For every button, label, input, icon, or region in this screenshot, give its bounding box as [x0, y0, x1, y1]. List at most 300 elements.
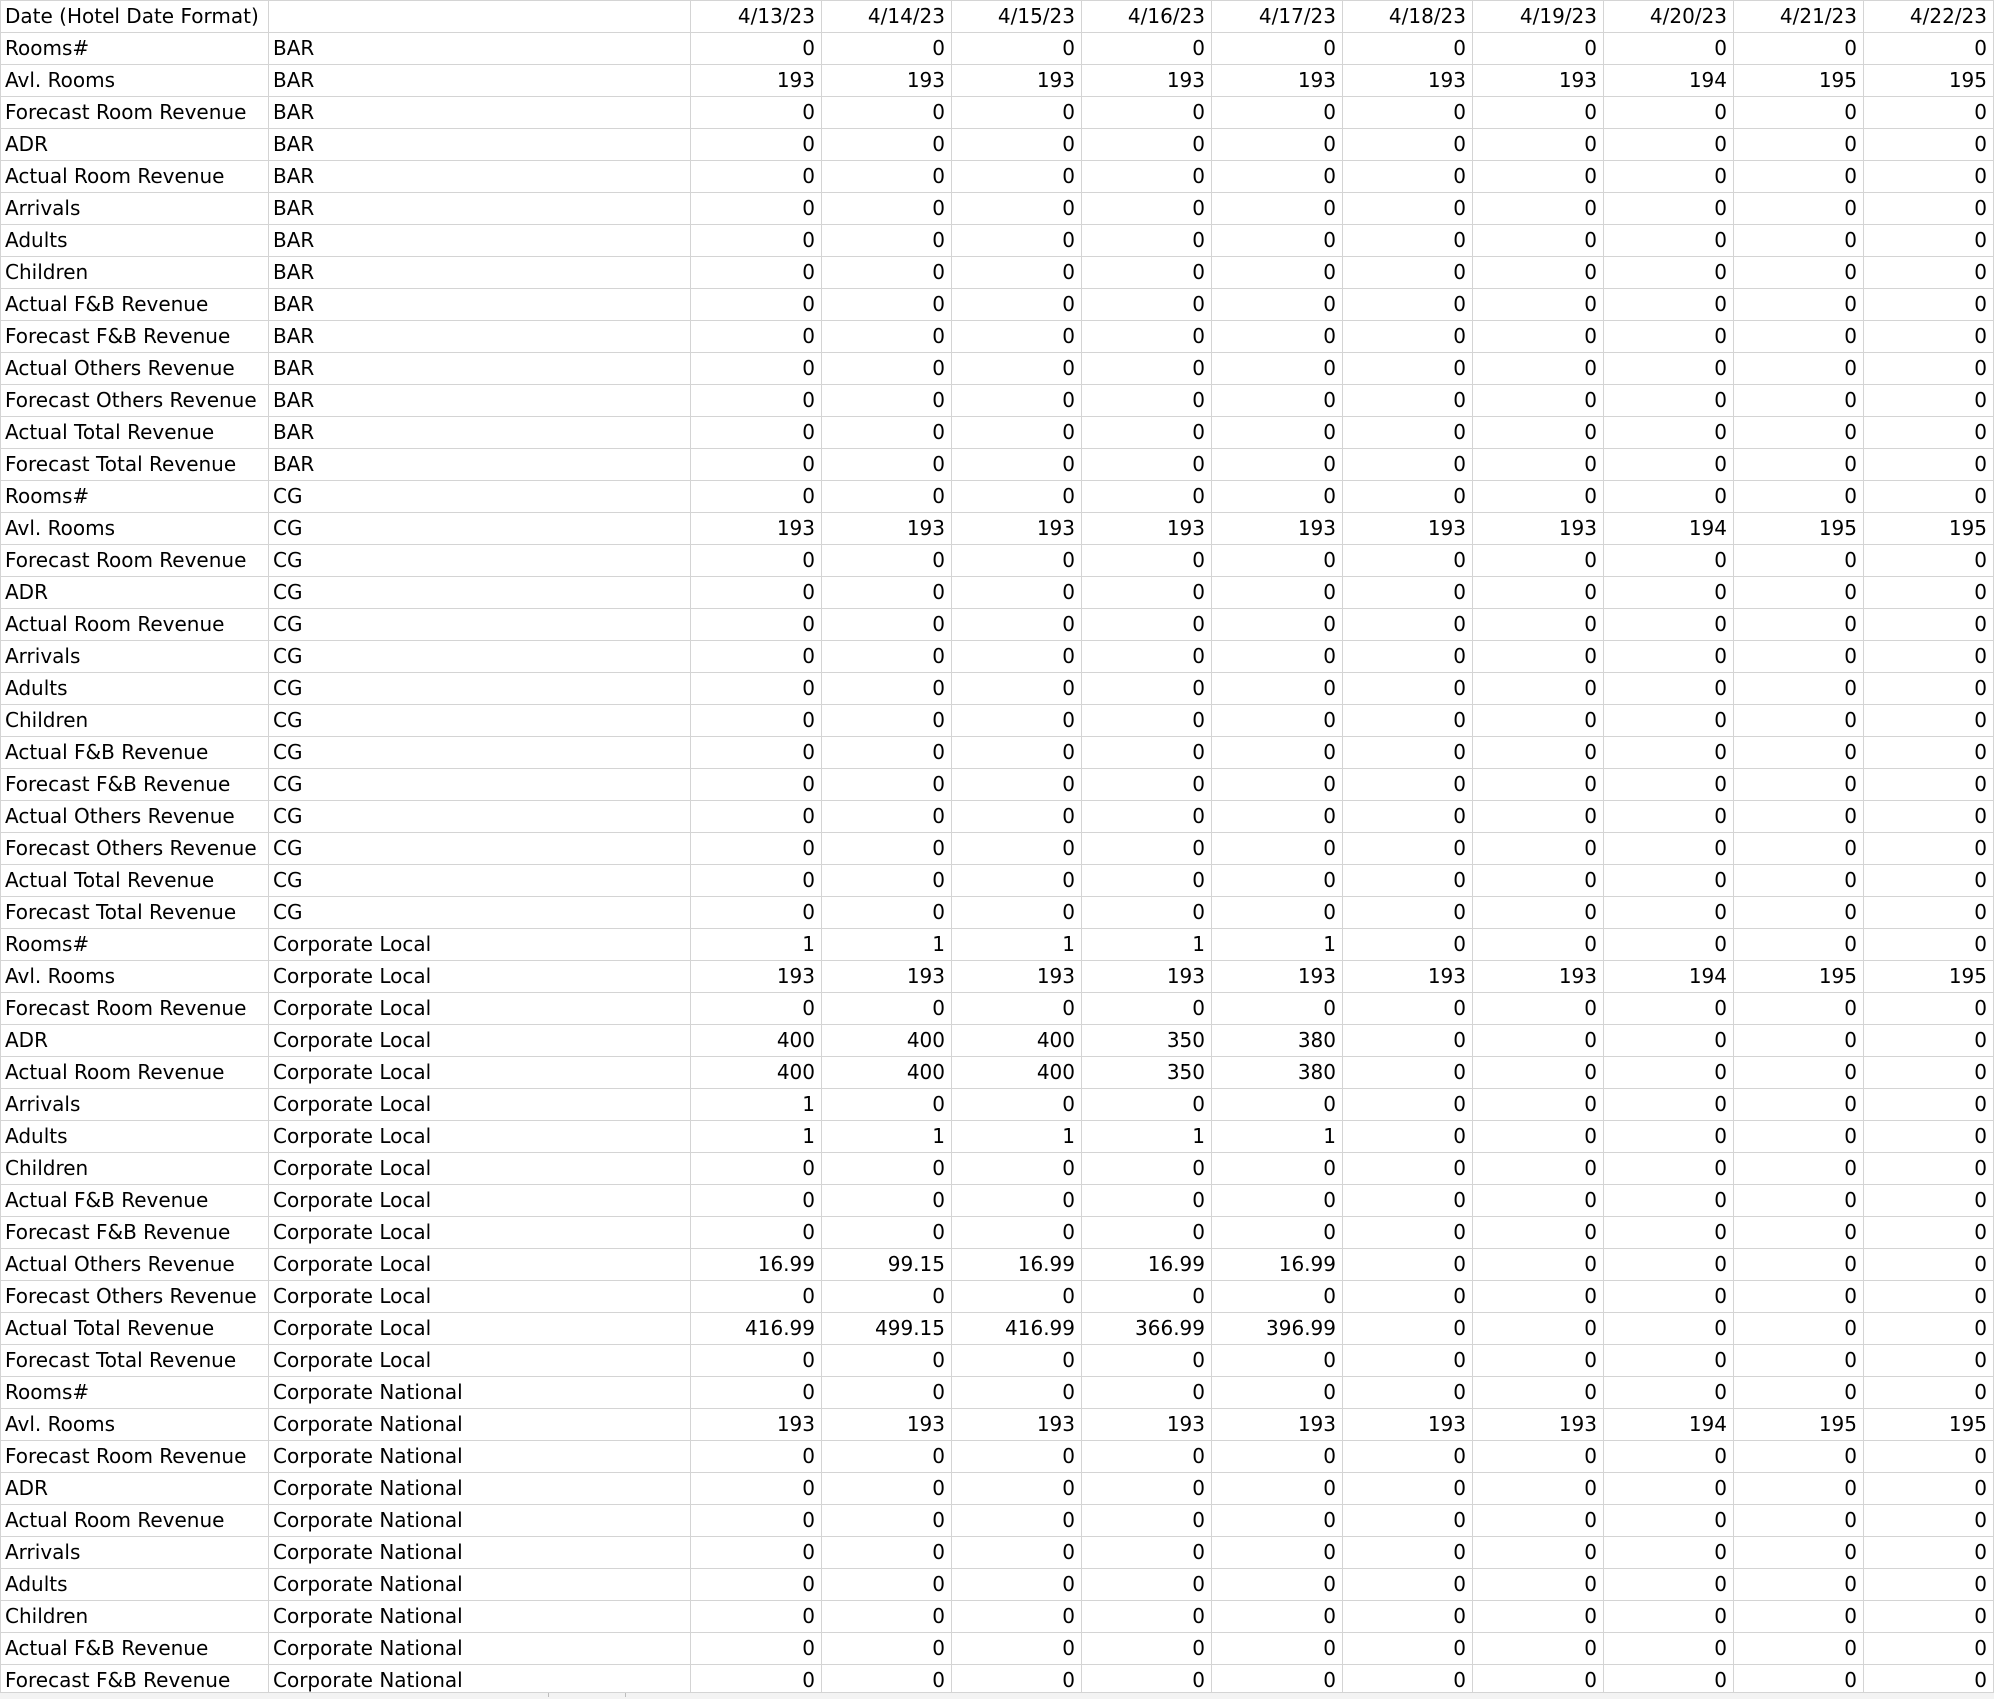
- value-cell[interactable]: 0: [1212, 1505, 1343, 1537]
- value-cell[interactable]: 0: [1473, 129, 1604, 161]
- value-cell[interactable]: 400: [822, 1057, 952, 1089]
- value-cell[interactable]: 16.99: [691, 1249, 822, 1281]
- value-cell[interactable]: 0: [1473, 193, 1604, 225]
- value-cell[interactable]: 193: [1343, 65, 1473, 97]
- value-cell[interactable]: 380: [1212, 1025, 1343, 1057]
- value-cell[interactable]: 0: [1864, 641, 1994, 673]
- segment-cell[interactable]: Corporate National: [269, 1441, 691, 1473]
- value-cell[interactable]: 0: [1343, 545, 1473, 577]
- value-cell[interactable]: 350: [1082, 1025, 1212, 1057]
- value-cell[interactable]: 0: [1212, 545, 1343, 577]
- value-cell[interactable]: 0: [1343, 1217, 1473, 1249]
- value-cell[interactable]: 0: [1604, 769, 1734, 801]
- segment-cell[interactable]: Corporate National: [269, 1569, 691, 1601]
- value-cell[interactable]: 195: [1734, 65, 1864, 97]
- value-cell[interactable]: 0: [1212, 385, 1343, 417]
- value-cell[interactable]: 0: [1212, 705, 1343, 737]
- value-cell[interactable]: 0: [952, 1441, 1082, 1473]
- value-cell[interactable]: 0: [1473, 321, 1604, 353]
- value-cell[interactable]: 0: [1604, 97, 1734, 129]
- header-cell-segment[interactable]: [269, 1, 691, 33]
- value-cell[interactable]: 0: [1864, 1345, 1994, 1377]
- value-cell[interactable]: 0: [1343, 833, 1473, 865]
- value-cell[interactable]: 0: [952, 737, 1082, 769]
- value-cell[interactable]: 0: [822, 1281, 952, 1313]
- value-cell[interactable]: 0: [1082, 1281, 1212, 1313]
- value-cell[interactable]: 0: [1473, 1025, 1604, 1057]
- value-cell[interactable]: 0: [1343, 353, 1473, 385]
- metric-cell[interactable]: Actual F&B Revenue: [1, 1633, 269, 1665]
- segment-cell[interactable]: Corporate National: [269, 1505, 691, 1537]
- value-cell[interactable]: 0: [1212, 1217, 1343, 1249]
- metric-cell[interactable]: Actual Total Revenue: [1, 865, 269, 897]
- value-cell[interactable]: 0: [1734, 1537, 1864, 1569]
- segment-cell[interactable]: BAR: [269, 353, 691, 385]
- segment-cell[interactable]: Corporate Local: [269, 1089, 691, 1121]
- value-cell[interactable]: 0: [1734, 897, 1864, 929]
- value-cell[interactable]: 0: [1212, 289, 1343, 321]
- value-cell[interactable]: 0: [1473, 1313, 1604, 1345]
- value-cell[interactable]: 0: [822, 833, 952, 865]
- value-cell[interactable]: 0: [822, 129, 952, 161]
- value-cell[interactable]: 0: [952, 1185, 1082, 1217]
- value-cell[interactable]: 0: [952, 289, 1082, 321]
- value-cell[interactable]: 0: [822, 193, 952, 225]
- value-cell[interactable]: 0: [1473, 481, 1604, 513]
- value-cell[interactable]: 0: [1082, 33, 1212, 65]
- header-cell-date[interactable]: 4/16/23: [1082, 1, 1212, 33]
- value-cell[interactable]: 0: [1082, 1377, 1212, 1409]
- value-cell[interactable]: 0: [1473, 449, 1604, 481]
- value-cell[interactable]: 400: [822, 1025, 952, 1057]
- metric-cell[interactable]: Actual Room Revenue: [1, 161, 269, 193]
- metric-cell[interactable]: Avl. Rooms: [1, 513, 269, 545]
- value-cell[interactable]: 0: [1734, 1153, 1864, 1185]
- value-cell[interactable]: 0: [1343, 737, 1473, 769]
- value-cell[interactable]: 0: [1082, 769, 1212, 801]
- value-cell[interactable]: 0: [1082, 1153, 1212, 1185]
- value-cell[interactable]: 0: [691, 1665, 822, 1697]
- value-cell[interactable]: 0: [1082, 1217, 1212, 1249]
- value-cell[interactable]: 0: [1343, 577, 1473, 609]
- metric-cell[interactable]: Actual Total Revenue: [1, 417, 269, 449]
- value-cell[interactable]: 0: [1212, 1537, 1343, 1569]
- value-cell[interactable]: 0: [1604, 257, 1734, 289]
- value-cell[interactable]: 0: [1473, 1537, 1604, 1569]
- value-cell[interactable]: 0: [1864, 1153, 1994, 1185]
- value-cell[interactable]: 0: [1343, 417, 1473, 449]
- value-cell[interactable]: 0: [691, 417, 822, 449]
- segment-cell[interactable]: BAR: [269, 417, 691, 449]
- value-cell[interactable]: 0: [952, 33, 1082, 65]
- value-cell[interactable]: 0: [822, 865, 952, 897]
- value-cell[interactable]: 193: [691, 65, 822, 97]
- segment-cell[interactable]: CG: [269, 801, 691, 833]
- metric-cell[interactable]: Children: [1, 257, 269, 289]
- value-cell[interactable]: 194: [1604, 513, 1734, 545]
- value-cell[interactable]: 0: [1473, 705, 1604, 737]
- metric-cell[interactable]: Rooms#: [1, 481, 269, 513]
- value-cell[interactable]: 193: [952, 65, 1082, 97]
- value-cell[interactable]: 0: [952, 1153, 1082, 1185]
- value-cell[interactable]: 0: [1473, 353, 1604, 385]
- value-cell[interactable]: 0: [691, 193, 822, 225]
- value-cell[interactable]: 0: [1343, 1121, 1473, 1153]
- metric-cell[interactable]: Avl. Rooms: [1, 961, 269, 993]
- value-cell[interactable]: 416.99: [691, 1313, 822, 1345]
- value-cell[interactable]: 0: [1212, 193, 1343, 225]
- value-cell[interactable]: 0: [1212, 321, 1343, 353]
- value-cell[interactable]: 0: [691, 641, 822, 673]
- value-cell[interactable]: 0: [822, 1153, 952, 1185]
- value-cell[interactable]: 0: [1343, 97, 1473, 129]
- value-cell[interactable]: 0: [1343, 993, 1473, 1025]
- value-cell[interactable]: 0: [822, 385, 952, 417]
- metric-cell[interactable]: Actual Others Revenue: [1, 353, 269, 385]
- value-cell[interactable]: 0: [1343, 385, 1473, 417]
- value-cell[interactable]: 0: [1212, 673, 1343, 705]
- value-cell[interactable]: 0: [1343, 33, 1473, 65]
- value-cell[interactable]: 0: [1864, 1633, 1994, 1665]
- value-cell[interactable]: 0: [1864, 225, 1994, 257]
- value-cell[interactable]: 0: [1604, 225, 1734, 257]
- segment-cell[interactable]: BAR: [269, 257, 691, 289]
- metric-cell[interactable]: ADR: [1, 1473, 269, 1505]
- value-cell[interactable]: 193: [952, 961, 1082, 993]
- value-cell[interactable]: 193: [1343, 513, 1473, 545]
- value-cell[interactable]: 0: [1082, 897, 1212, 929]
- value-cell[interactable]: 350: [1082, 1057, 1212, 1089]
- segment-cell[interactable]: Corporate National: [269, 1601, 691, 1633]
- value-cell[interactable]: 366.99: [1082, 1313, 1212, 1345]
- value-cell[interactable]: 0: [1212, 417, 1343, 449]
- value-cell[interactable]: 0: [1082, 289, 1212, 321]
- value-cell[interactable]: 0: [1343, 929, 1473, 961]
- value-cell[interactable]: 0: [691, 993, 822, 1025]
- value-cell[interactable]: 1: [952, 1121, 1082, 1153]
- value-cell[interactable]: 0: [1864, 737, 1994, 769]
- value-cell[interactable]: 0: [1864, 193, 1994, 225]
- metric-cell[interactable]: Arrivals: [1, 193, 269, 225]
- value-cell[interactable]: 0: [1734, 1473, 1864, 1505]
- value-cell[interactable]: 0: [1473, 97, 1604, 129]
- value-cell[interactable]: 0: [952, 1633, 1082, 1665]
- value-cell[interactable]: 0: [1082, 257, 1212, 289]
- header-cell-date[interactable]: 4/22/23: [1864, 1, 1994, 33]
- value-cell[interactable]: 0: [1473, 1569, 1604, 1601]
- value-cell[interactable]: 0: [952, 673, 1082, 705]
- metric-cell[interactable]: Forecast F&B Revenue: [1, 1217, 269, 1249]
- value-cell[interactable]: 0: [1734, 801, 1864, 833]
- value-cell[interactable]: 0: [1734, 129, 1864, 161]
- value-cell[interactable]: 0: [952, 545, 1082, 577]
- value-cell[interactable]: 0: [1212, 225, 1343, 257]
- value-cell[interactable]: 0: [1734, 577, 1864, 609]
- value-cell[interactable]: 0: [1864, 929, 1994, 961]
- value-cell[interactable]: 0: [1473, 641, 1604, 673]
- value-cell[interactable]: 0: [691, 577, 822, 609]
- value-cell[interactable]: 0: [691, 33, 822, 65]
- value-cell[interactable]: 0: [822, 897, 952, 929]
- value-cell[interactable]: 0: [1212, 449, 1343, 481]
- value-cell[interactable]: 0: [1604, 385, 1734, 417]
- value-cell[interactable]: 0: [822, 225, 952, 257]
- value-cell[interactable]: 193: [1473, 513, 1604, 545]
- value-cell[interactable]: 194: [1604, 961, 1734, 993]
- metric-cell[interactable]: ADR: [1, 577, 269, 609]
- value-cell[interactable]: 0: [691, 129, 822, 161]
- value-cell[interactable]: 0: [1473, 993, 1604, 1025]
- value-cell[interactable]: 0: [691, 897, 822, 929]
- value-cell[interactable]: 0: [1864, 865, 1994, 897]
- value-cell[interactable]: 0: [1604, 129, 1734, 161]
- value-cell[interactable]: 0: [1473, 1089, 1604, 1121]
- value-cell[interactable]: 0: [1864, 1601, 1994, 1633]
- segment-cell[interactable]: CG: [269, 673, 691, 705]
- value-cell[interactable]: 0: [952, 993, 1082, 1025]
- metric-cell[interactable]: Arrivals: [1, 1537, 269, 1569]
- metric-cell[interactable]: Forecast Others Revenue: [1, 1281, 269, 1313]
- segment-cell[interactable]: Corporate National: [269, 1377, 691, 1409]
- value-cell[interactable]: 0: [1864, 449, 1994, 481]
- value-cell[interactable]: 0: [1604, 1025, 1734, 1057]
- value-cell[interactable]: 0: [1343, 481, 1473, 513]
- value-cell[interactable]: 0: [1734, 993, 1864, 1025]
- value-cell[interactable]: 0: [1212, 129, 1343, 161]
- value-cell[interactable]: 0: [1082, 1185, 1212, 1217]
- value-cell[interactable]: 0: [1082, 1601, 1212, 1633]
- value-cell[interactable]: 193: [952, 513, 1082, 545]
- value-cell[interactable]: 0: [1734, 1185, 1864, 1217]
- value-cell[interactable]: 0: [822, 481, 952, 513]
- segment-cell[interactable]: Corporate National: [269, 1633, 691, 1665]
- value-cell[interactable]: 0: [1604, 1473, 1734, 1505]
- metric-cell[interactable]: Adults: [1, 225, 269, 257]
- value-cell[interactable]: 0: [1082, 97, 1212, 129]
- value-cell[interactable]: 194: [1604, 65, 1734, 97]
- value-cell[interactable]: 0: [1343, 1377, 1473, 1409]
- value-cell[interactable]: 0: [691, 289, 822, 321]
- value-cell[interactable]: 0: [1343, 1025, 1473, 1057]
- value-cell[interactable]: 0: [1604, 1249, 1734, 1281]
- value-cell[interactable]: 0: [691, 257, 822, 289]
- value-cell[interactable]: 0: [952, 1601, 1082, 1633]
- header-cell-date[interactable]: 4/17/23: [1212, 1, 1343, 33]
- value-cell[interactable]: 0: [1604, 705, 1734, 737]
- value-cell[interactable]: 193: [1212, 65, 1343, 97]
- segment-cell[interactable]: Corporate Local: [269, 929, 691, 961]
- value-cell[interactable]: 0: [1343, 769, 1473, 801]
- value-cell[interactable]: 0: [1212, 1281, 1343, 1313]
- segment-cell[interactable]: BAR: [269, 225, 691, 257]
- value-cell[interactable]: 0: [1734, 833, 1864, 865]
- value-cell[interactable]: 0: [1604, 1217, 1734, 1249]
- segment-cell[interactable]: BAR: [269, 289, 691, 321]
- value-cell[interactable]: 0: [691, 385, 822, 417]
- segment-cell[interactable]: Corporate National: [269, 1537, 691, 1569]
- value-cell[interactable]: 0: [1082, 1089, 1212, 1121]
- metric-cell[interactable]: Forecast Others Revenue: [1, 833, 269, 865]
- value-cell[interactable]: 0: [691, 801, 822, 833]
- value-cell[interactable]: 0: [952, 1281, 1082, 1313]
- value-cell[interactable]: 0: [952, 641, 1082, 673]
- value-cell[interactable]: 193: [1082, 1409, 1212, 1441]
- value-cell[interactable]: 0: [1082, 1505, 1212, 1537]
- metric-cell[interactable]: Children: [1, 705, 269, 737]
- metric-cell[interactable]: Avl. Rooms: [1, 1409, 269, 1441]
- value-cell[interactable]: 0: [822, 1665, 952, 1697]
- value-cell[interactable]: 0: [952, 353, 1082, 385]
- segment-cell[interactable]: CG: [269, 641, 691, 673]
- value-cell[interactable]: 0: [1473, 1185, 1604, 1217]
- value-cell[interactable]: 0: [691, 353, 822, 385]
- metric-cell[interactable]: Arrivals: [1, 641, 269, 673]
- value-cell[interactable]: 0: [1734, 385, 1864, 417]
- value-cell[interactable]: 0: [1082, 545, 1212, 577]
- value-cell[interactable]: 0: [1343, 129, 1473, 161]
- value-cell[interactable]: 0: [1343, 1057, 1473, 1089]
- value-cell[interactable]: 0: [822, 289, 952, 321]
- value-cell[interactable]: 193: [1082, 513, 1212, 545]
- value-cell[interactable]: 0: [1212, 641, 1343, 673]
- value-cell[interactable]: 0: [822, 1185, 952, 1217]
- value-cell[interactable]: 0: [1604, 609, 1734, 641]
- value-cell[interactable]: 0: [822, 97, 952, 129]
- value-cell[interactable]: 0: [1864, 417, 1994, 449]
- metric-cell[interactable]: Actual F&B Revenue: [1, 1185, 269, 1217]
- value-cell[interactable]: 16.99: [1212, 1249, 1343, 1281]
- value-cell[interactable]: 0: [1212, 1633, 1343, 1665]
- value-cell[interactable]: 0: [822, 1473, 952, 1505]
- value-cell[interactable]: 0: [691, 705, 822, 737]
- value-cell[interactable]: 0: [1343, 609, 1473, 641]
- value-cell[interactable]: 1: [822, 1121, 952, 1153]
- value-cell[interactable]: 0: [1864, 1377, 1994, 1409]
- value-cell[interactable]: 0: [1343, 1345, 1473, 1377]
- segment-cell[interactable]: Corporate Local: [269, 1057, 691, 1089]
- value-cell[interactable]: 0: [1864, 993, 1994, 1025]
- value-cell[interactable]: 0: [691, 769, 822, 801]
- metric-cell[interactable]: Rooms#: [1, 1377, 269, 1409]
- value-cell[interactable]: 16.99: [952, 1249, 1082, 1281]
- value-cell[interactable]: 195: [1864, 513, 1994, 545]
- value-cell[interactable]: 1: [822, 929, 952, 961]
- value-cell[interactable]: 0: [1082, 641, 1212, 673]
- value-cell[interactable]: 0: [1082, 385, 1212, 417]
- metric-cell[interactable]: Actual F&B Revenue: [1, 289, 269, 321]
- value-cell[interactable]: 0: [1473, 1441, 1604, 1473]
- value-cell[interactable]: 0: [1734, 1281, 1864, 1313]
- value-cell[interactable]: 0: [1734, 769, 1864, 801]
- value-cell[interactable]: 0: [1864, 1569, 1994, 1601]
- value-cell[interactable]: 0: [1604, 1377, 1734, 1409]
- segment-cell[interactable]: CG: [269, 609, 691, 641]
- value-cell[interactable]: 0: [1604, 289, 1734, 321]
- segment-cell[interactable]: Corporate Local: [269, 993, 691, 1025]
- segment-cell[interactable]: CG: [269, 865, 691, 897]
- value-cell[interactable]: 0: [691, 865, 822, 897]
- value-cell[interactable]: 0: [1864, 289, 1994, 321]
- value-cell[interactable]: 0: [822, 545, 952, 577]
- value-cell[interactable]: 0: [1864, 801, 1994, 833]
- value-cell[interactable]: 0: [1604, 353, 1734, 385]
- value-cell[interactable]: 0: [1473, 1249, 1604, 1281]
- value-cell[interactable]: 0: [952, 225, 1082, 257]
- value-cell[interactable]: 0: [1473, 225, 1604, 257]
- value-cell[interactable]: 0: [952, 609, 1082, 641]
- value-cell[interactable]: 193: [822, 513, 952, 545]
- value-cell[interactable]: 0: [1343, 673, 1473, 705]
- value-cell[interactable]: 0: [1473, 833, 1604, 865]
- value-cell[interactable]: 0: [691, 97, 822, 129]
- value-cell[interactable]: 0: [1734, 929, 1864, 961]
- value-cell[interactable]: 0: [1082, 417, 1212, 449]
- segment-cell[interactable]: BAR: [269, 129, 691, 161]
- value-cell[interactable]: 0: [1473, 1633, 1604, 1665]
- value-cell[interactable]: 0: [822, 769, 952, 801]
- value-cell[interactable]: 0: [822, 449, 952, 481]
- value-cell[interactable]: 0: [822, 1601, 952, 1633]
- value-cell[interactable]: 0: [952, 193, 1082, 225]
- value-cell[interactable]: 0: [1734, 737, 1864, 769]
- value-cell[interactable]: 193: [1343, 961, 1473, 993]
- value-cell[interactable]: 0: [1864, 577, 1994, 609]
- value-cell[interactable]: 0: [1604, 1665, 1734, 1697]
- value-cell[interactable]: 0: [1473, 801, 1604, 833]
- value-cell[interactable]: 0: [1864, 1089, 1994, 1121]
- segment-cell[interactable]: BAR: [269, 321, 691, 353]
- value-cell[interactable]: 0: [1734, 449, 1864, 481]
- value-cell[interactable]: 0: [1343, 897, 1473, 929]
- segment-cell[interactable]: Corporate Local: [269, 1345, 691, 1377]
- value-cell[interactable]: 0: [952, 161, 1082, 193]
- value-cell[interactable]: 0: [1343, 449, 1473, 481]
- value-cell[interactable]: 0: [1082, 1569, 1212, 1601]
- header-cell-date[interactable]: 4/15/23: [952, 1, 1082, 33]
- value-cell[interactable]: 0: [1864, 1473, 1994, 1505]
- value-cell[interactable]: 0: [1604, 545, 1734, 577]
- metric-cell[interactable]: Forecast Others Revenue: [1, 385, 269, 417]
- metric-cell[interactable]: Forecast F&B Revenue: [1, 321, 269, 353]
- value-cell[interactable]: 0: [822, 1441, 952, 1473]
- metric-cell[interactable]: Actual Others Revenue: [1, 801, 269, 833]
- metric-cell[interactable]: ADR: [1, 129, 269, 161]
- value-cell[interactable]: 195: [1864, 961, 1994, 993]
- value-cell[interactable]: 1: [691, 929, 822, 961]
- segment-cell[interactable]: Corporate Local: [269, 1313, 691, 1345]
- metric-cell[interactable]: Actual Room Revenue: [1, 1505, 269, 1537]
- value-cell[interactable]: 0: [952, 417, 1082, 449]
- value-cell[interactable]: 0: [1082, 481, 1212, 513]
- value-cell[interactable]: 0: [822, 1633, 952, 1665]
- value-cell[interactable]: 0: [1473, 1601, 1604, 1633]
- value-cell[interactable]: 0: [1343, 705, 1473, 737]
- value-cell[interactable]: 193: [1473, 65, 1604, 97]
- value-cell[interactable]: 0: [1734, 481, 1864, 513]
- value-cell[interactable]: 0: [822, 257, 952, 289]
- value-cell[interactable]: 0: [691, 1505, 822, 1537]
- value-cell[interactable]: 0: [1473, 1057, 1604, 1089]
- value-cell[interactable]: 0: [1473, 1153, 1604, 1185]
- value-cell[interactable]: 0: [1212, 1601, 1343, 1633]
- header-cell-date[interactable]: 4/13/23: [691, 1, 822, 33]
- value-cell[interactable]: 0: [1343, 1537, 1473, 1569]
- value-cell[interactable]: 0: [1864, 385, 1994, 417]
- value-cell[interactable]: 0: [1082, 449, 1212, 481]
- value-cell[interactable]: 0: [1082, 225, 1212, 257]
- value-cell[interactable]: 0: [1734, 1569, 1864, 1601]
- value-cell[interactable]: 0: [691, 1441, 822, 1473]
